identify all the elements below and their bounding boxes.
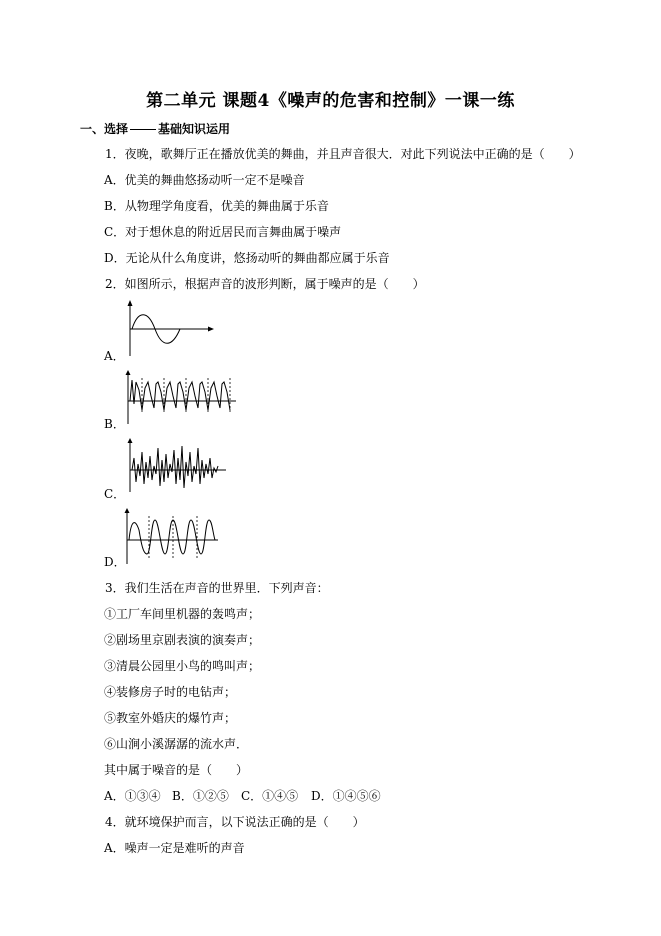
waveform-d-periodic (121, 508, 221, 566)
q1-option-a: A．优美的舞曲悠扬动听一定不是噪音 (104, 173, 305, 187)
section-heading (80, 120, 230, 137)
section-name: 基础知识运用 (158, 122, 231, 136)
q2-label-b: B． (104, 417, 125, 431)
q3-item-4: ④装修房子时的电钻声； (104, 685, 237, 699)
q3-item-3: ③清晨公园里小鸟的鸣叫声； (104, 659, 261, 673)
q4-option-a: A．噪声一定是难听的声音 (104, 841, 245, 855)
q3-choice-c: C．①④⑤ (241, 789, 299, 803)
q3-item-6: ⑥山涧小溪潺潺的流水声． (104, 737, 249, 751)
q1-option-b: B．从物理学角度看，优美的舞曲属于乐音 (104, 199, 329, 213)
q2-label-a: A． (104, 349, 125, 363)
waveform-c-noise (124, 438, 230, 494)
q2-label-d: D． (104, 555, 126, 569)
section-dash (130, 129, 156, 130)
q3-item-1: ①工厂车间里机器的轰鸣声； (104, 607, 261, 621)
q3-item-2: ②剧场里京剧表演的演奏声； (104, 633, 261, 647)
q3-ask: 其中属于噪音的是（ ） (104, 763, 249, 777)
q2-stem: 2．如图所示，根据声音的波形判断，属于噪声的是（ ） (105, 277, 425, 291)
q3-choice-a: A．①③④ (104, 789, 161, 803)
q1-stem: 1．夜晚，歌舞厅正在播放优美的舞曲，并且声音很大．对此下列说法中正确的是（ ） (105, 147, 581, 161)
waveform-b-periodic (122, 370, 240, 426)
q1-option-d: D．无论从什么角度讲，悠扬动听的舞曲都应属于乐音 (104, 251, 390, 265)
page-title: 第二单元 课题4《噪声的危害和控制》一课一练 (146, 91, 515, 111)
q4-stem: 4．就环境保护而言，以下说法正确的是（ ） (105, 815, 365, 829)
q3-choice-d: D．①④⑤⑥ (311, 789, 381, 803)
q3-item-5: ⑤教室外婚庆的爆竹声； (104, 711, 237, 725)
waveform-a-sine (120, 300, 215, 358)
q3-choice-b: B．①②⑤ (172, 789, 229, 803)
q3-stem: 3．我们生活在声音的世界里．下列声音： (105, 581, 329, 595)
section-number: 一、选择 (80, 122, 129, 136)
q2-label-c: C． (104, 487, 126, 501)
q1-option-c: C．对于想休息的附近居民而言舞曲属于噪声 (104, 225, 342, 239)
